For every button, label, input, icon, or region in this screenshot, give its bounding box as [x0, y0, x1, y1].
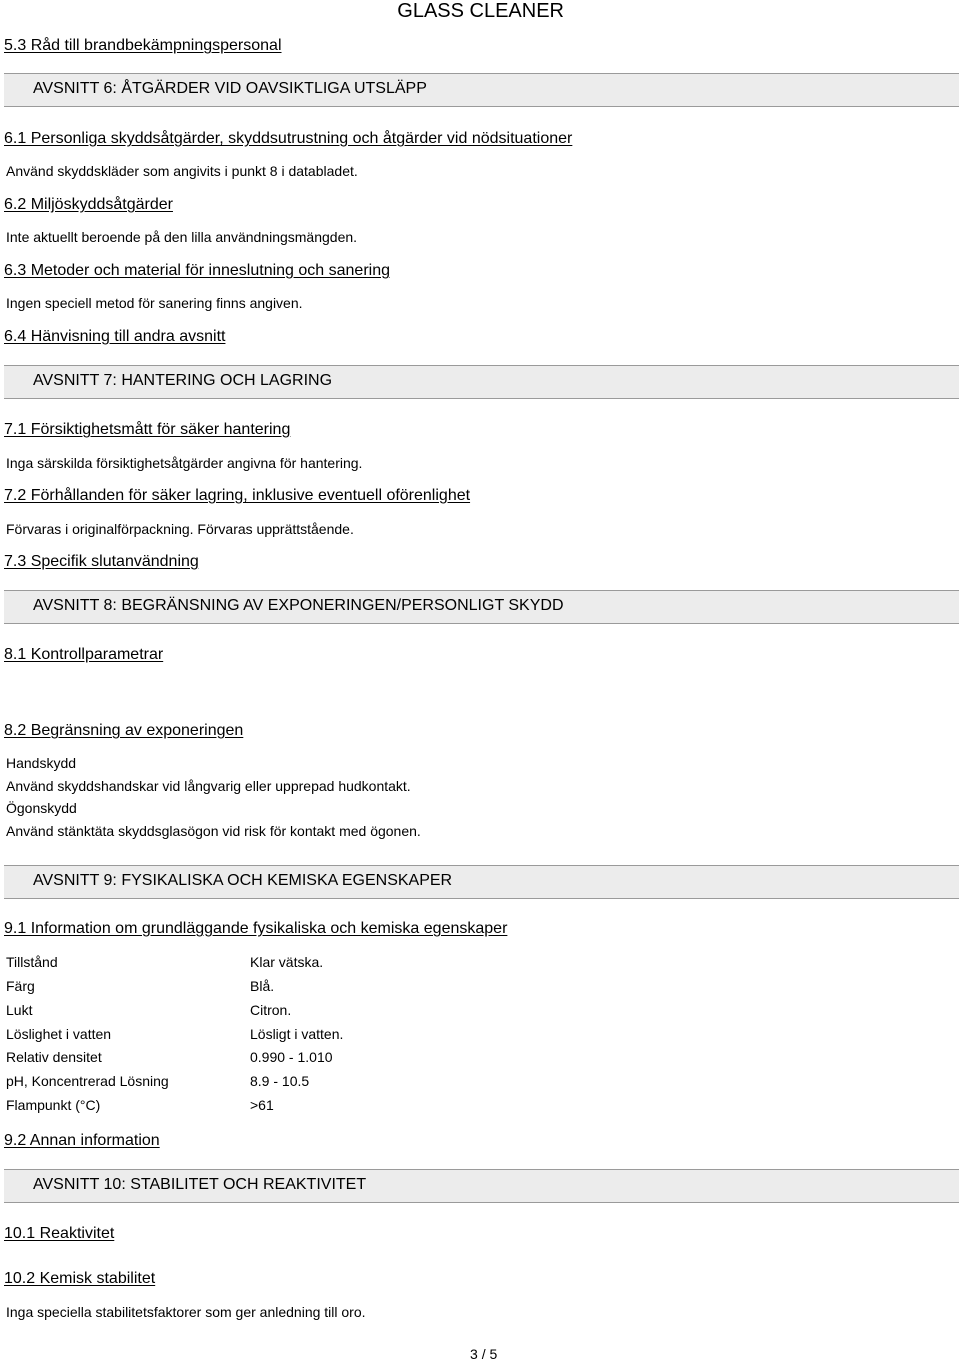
section-9-title: AVSNITT 9: FYSIKALISKA OCH KEMISKA EGENSKAPER [33, 872, 453, 889]
eye-protection-label: Ögonskydd [6, 800, 77, 816]
property-label: Flampunkt (°C) [6, 1097, 101, 1113]
subsection-6-3-heading: 6.3 Metoder och material för inneslutning och sanering [4, 262, 390, 279]
property-label: pH, Koncentrerad Lösning [6, 1073, 169, 1089]
subsection-8-1-heading: 8.1 Kontrollparametrar [4, 646, 164, 663]
property-value: Klar vätska. [250, 954, 324, 970]
property-value: >61 [250, 1097, 274, 1113]
section-6-header [4, 73, 959, 107]
property-value: Lösligt i vatten. [250, 1026, 344, 1042]
subsection-6-1-text: Använd skyddskläder som angivits i punkt 8 i databladet. [6, 163, 358, 179]
property-label: Tillstånd [6, 954, 58, 970]
subsection-6-3-text: Ingen speciell metod för sanering finns angiven. [6, 295, 303, 311]
property-label: Färg [6, 978, 35, 994]
section-7-header [4, 365, 959, 399]
page-current: 3 [470, 1346, 478, 1362]
property-label: Löslighet i vatten [6, 1026, 112, 1042]
page-separator: / [481, 1346, 486, 1362]
property-value: 0.990 - 1.010 [250, 1049, 333, 1065]
subsection-6-2-heading: 6.2 Miljöskyddsåtgärder [4, 196, 173, 213]
subsection-9-1-heading: 9.1 Information om grundläggande fysikaliska och kemiska egenskaper [4, 920, 508, 937]
section-10-header [4, 1169, 959, 1203]
property-value: 8.9 - 10.5 [250, 1073, 310, 1089]
section-10-title: AVSNITT 10: STABILITET OCH REAKTIVITET [33, 1176, 367, 1193]
property-value: Blå. [250, 978, 275, 994]
section-9-header [4, 865, 959, 899]
subsection-6-2-text: Inte aktuellt beroende på den lilla användningsmängden. [6, 229, 358, 245]
subsection-10-2-heading: 10.2 Kemisk stabilitet [4, 1270, 156, 1287]
section-7-title: AVSNITT 7: HANTERING OCH LAGRING [33, 372, 333, 389]
subsection-10-1-heading: 10.1 Reaktivitet [4, 1225, 115, 1242]
property-value: Citron. [250, 1002, 292, 1018]
property-label: Lukt [6, 1002, 33, 1018]
subsection-6-1-heading: 6.1 Personliga skyddsåtgärder, skyddsutrustning och åtgärder vid nödsituationer [4, 130, 573, 147]
subsection-7-1-heading: 7.1 Försiktighetsmått för säker hantering [4, 421, 291, 438]
hand-protection-text: Använd skyddshandskar vid långvarig eller upprepad hudkontakt. [6, 778, 411, 794]
section-8-title: AVSNITT 8: BEGRÄNSNING AV EXPONERINGEN/PERSONLIGT SKYDD [33, 597, 564, 614]
eye-protection-text: Använd stänktäta skyddsglasögon vid risk för kontakt med ögonen. [6, 823, 421, 839]
subsection-6-4-heading: 6.4 Hänvisning till andra avsnitt [4, 328, 226, 345]
subsection-9-2-heading: 9.2 Annan information [4, 1132, 160, 1149]
hand-protection-label: Handskydd [6, 755, 77, 771]
subsection-7-1-text: Inga särskilda försiktighetsåtgärder angivna för hantering. [6, 455, 363, 471]
page-number [470, 1346, 497, 1362]
page-total: 5 [489, 1346, 498, 1362]
subsection-8-2-heading: 8.2 Begränsning av exponeringen [4, 722, 244, 739]
section-6-title: AVSNITT 6: ÅTGÄRDER VID OAVSIKTLIGA UTSLÄPP [33, 80, 427, 97]
subsection-7-2-heading: 7.2 Förhållanden för säker lagring, inklusive eventuell oförenlighet [4, 487, 471, 504]
section-8-header [4, 590, 959, 624]
subsection-5-3-heading: 5.3 Råd till brandbekämpningspersonal [4, 37, 282, 54]
subsection-10-2-text: Inga speciella stabilitetsfaktorer som ger anledning till oro. [6, 1304, 366, 1320]
subsection-7-3-heading: 7.3 Specifik slutanvändning [4, 553, 199, 570]
property-label: Relativ densitet [6, 1049, 102, 1065]
document-title: GLASS CLEANER [397, 0, 564, 22]
subsection-7-2-text: Förvaras i originalförpackning. Förvaras upprättstående. [6, 521, 354, 537]
